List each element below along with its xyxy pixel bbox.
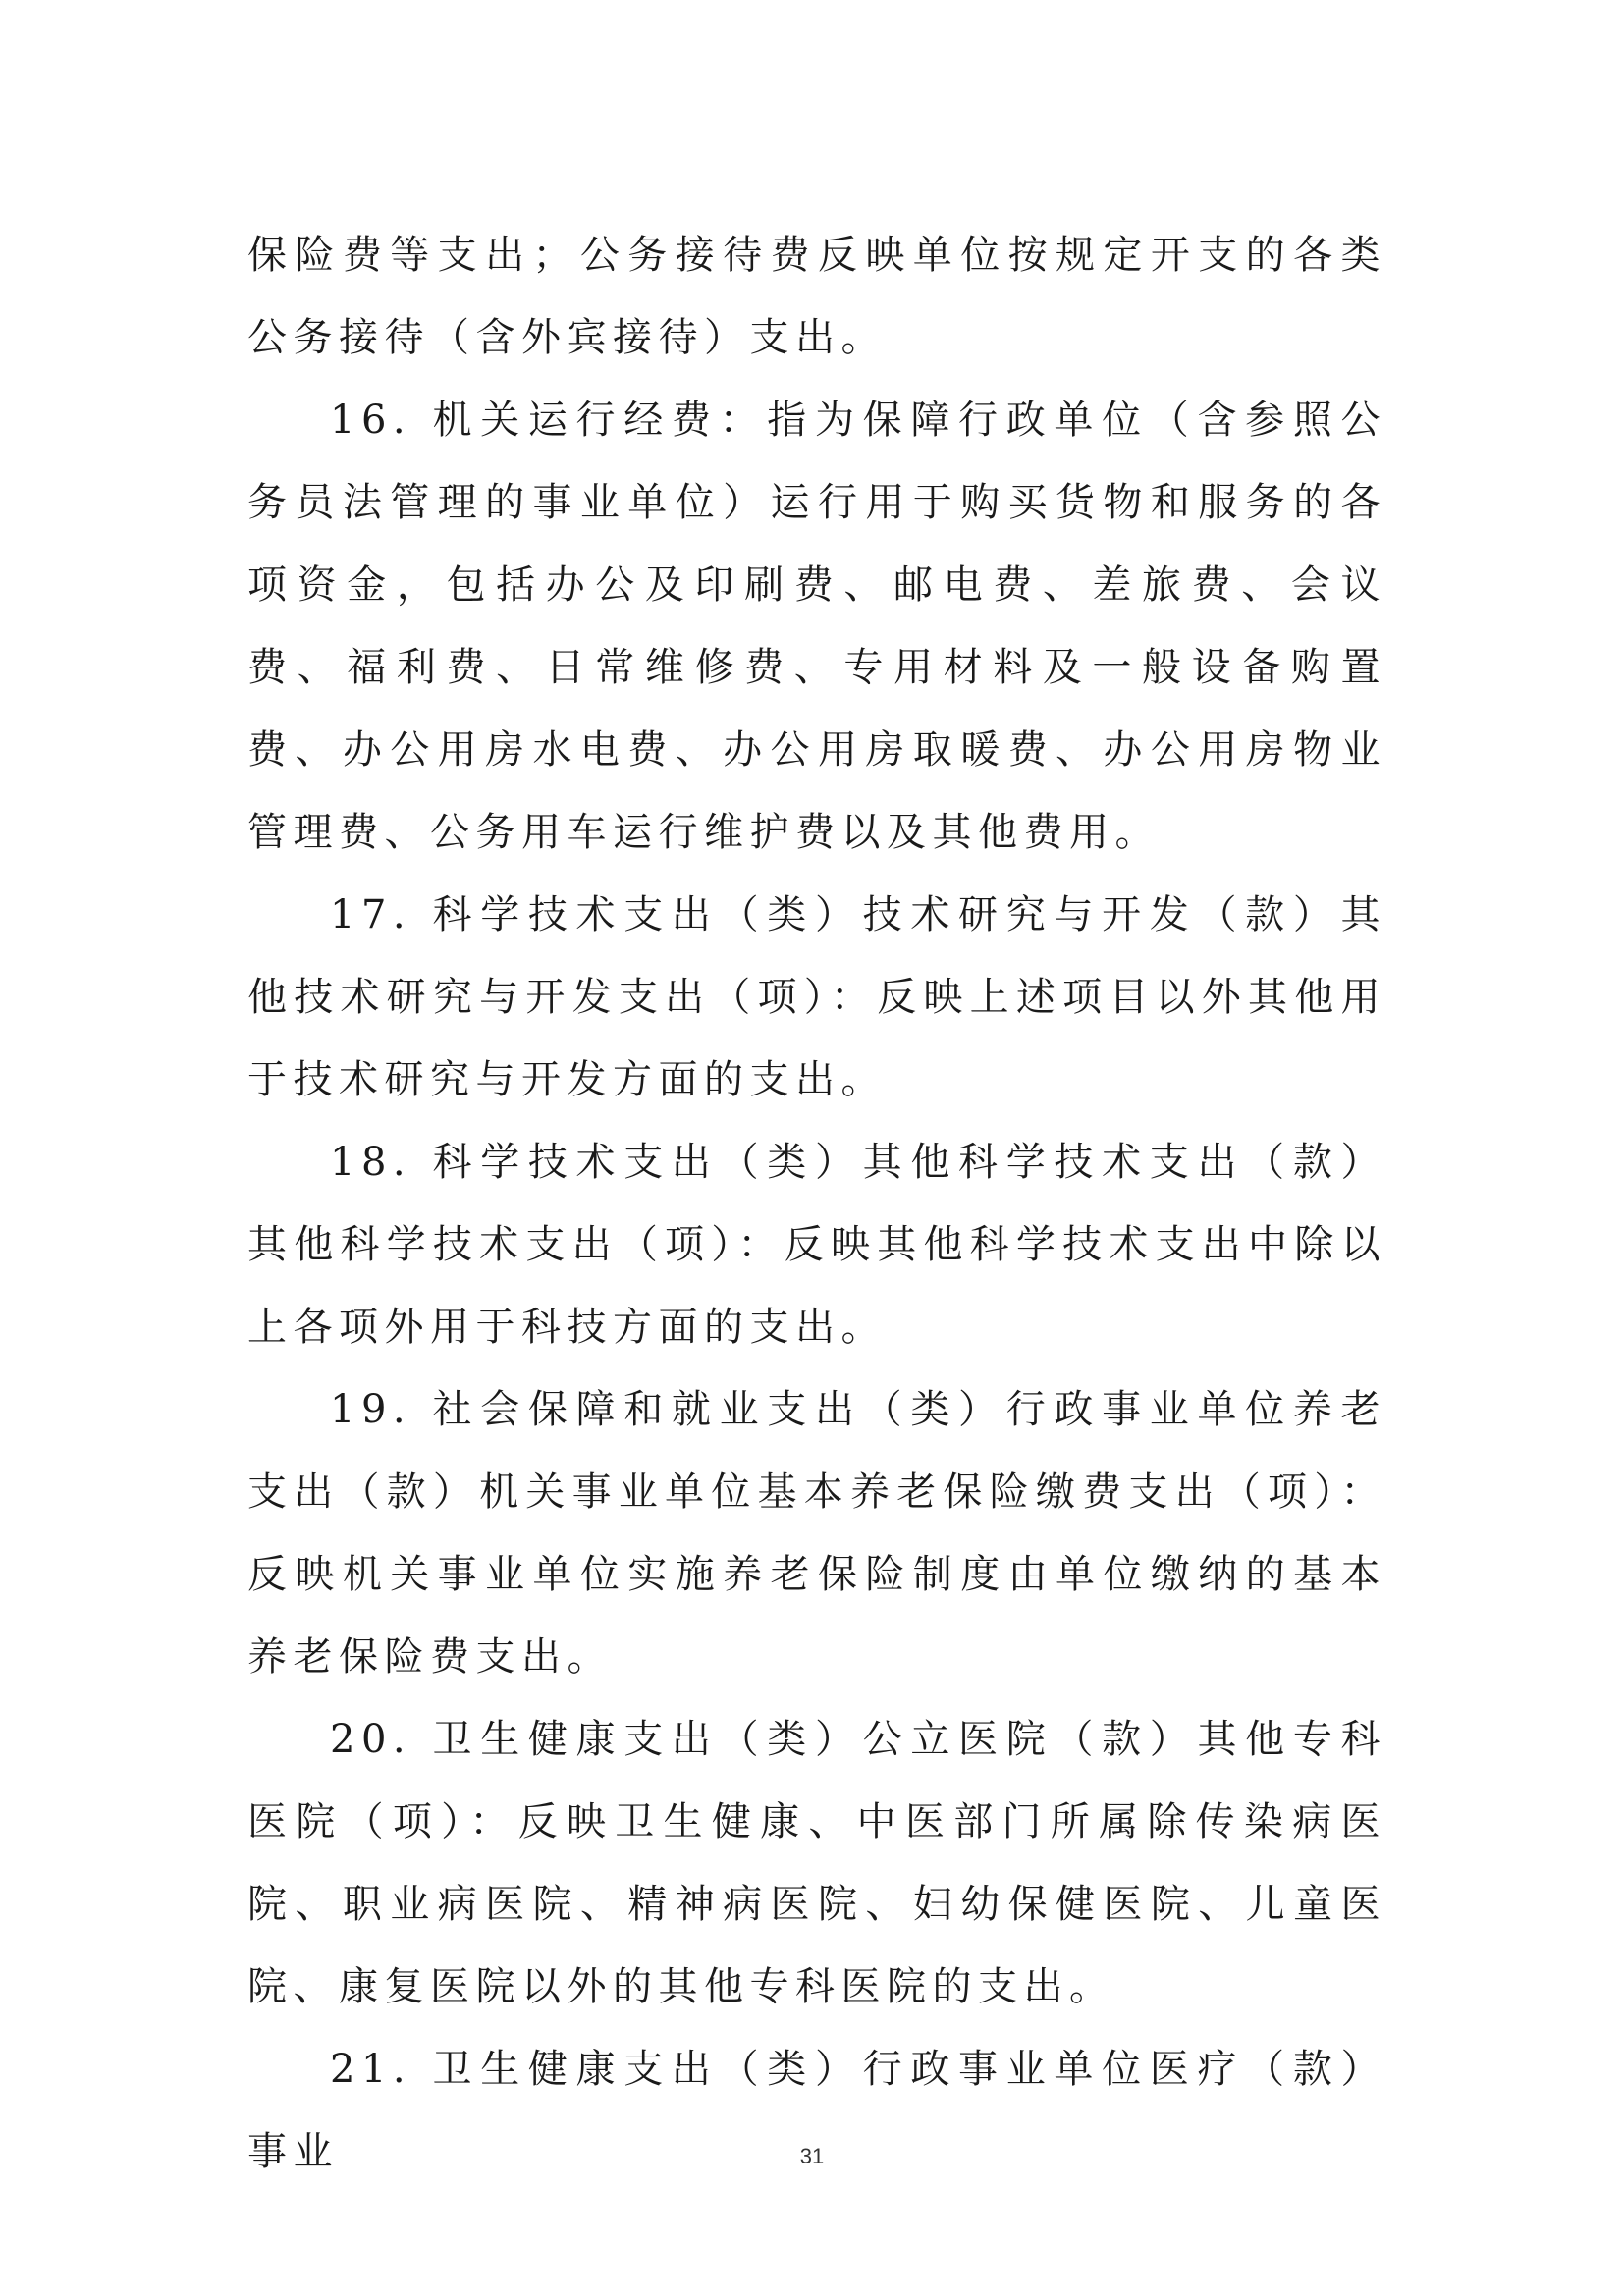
paragraph-16-office-operating-expenses: 16. 机关运行经费：指为保障行政单位（含参照公务员法管理的事业单位）运行用于购买货物和服务的各项资金，包括办公及印刷费、邮电费、差旅费、会议费、福利费、日常维修费、专用材料及一般设备购置费、办公用房水电费、办公用房取暖费、办公用房物业管理费、公务用车运行维护费以及其他费用。 — [247, 398, 1386, 855]
paragraph-15-continued: 保险费等支出；公务接待费反映单位按规定开支的各类公务接待（含外宾接待）支出。 — [247, 233, 1386, 360]
document-body — [247, 214, 1386, 2193]
paragraph-20-specialty-hospital-expenditure: 20. 卫生健康支出（类）公立医院（款）其他专科医院（项）：反映卫生健康、中医部门所属除传染病医院、职业病医院、精神病医院、妇幼保健医院、儿童医院、康复医院以外的其他专科医院的支出。 — [247, 1717, 1386, 2009]
paragraph-19-pension-insurance-expenditure: 19. 社会保障和就业支出（类）行政事业单位养老支出（款）机关事业单位基本养老保险缴费支出（项）：反映机关事业单位实施养老保险制度由单位缴纳的基本养老保险费支出。 — [247, 1387, 1386, 1680]
page-number: 31 — [799, 2144, 825, 2168]
paragraph-21-medical-expenditure: 21. 卫生健康支出（类）行政事业单位医疗（款）事业 — [247, 2047, 1386, 2174]
paragraph-18-other-science-expenditure: 18. 科学技术支出（类）其他科学技术支出（款）其他科学技术支出（项）：反映其他科学技术支出中除以上各项外用于科技方面的支出。 — [247, 1140, 1386, 1350]
paragraph-17-tech-research-expenditure: 17. 科学技术支出（类）技术研究与开发（款）其他技术研究与开发支出（项）：反映上述项目以外其他用于技术研究与开发方面的支出。 — [247, 892, 1386, 1102]
